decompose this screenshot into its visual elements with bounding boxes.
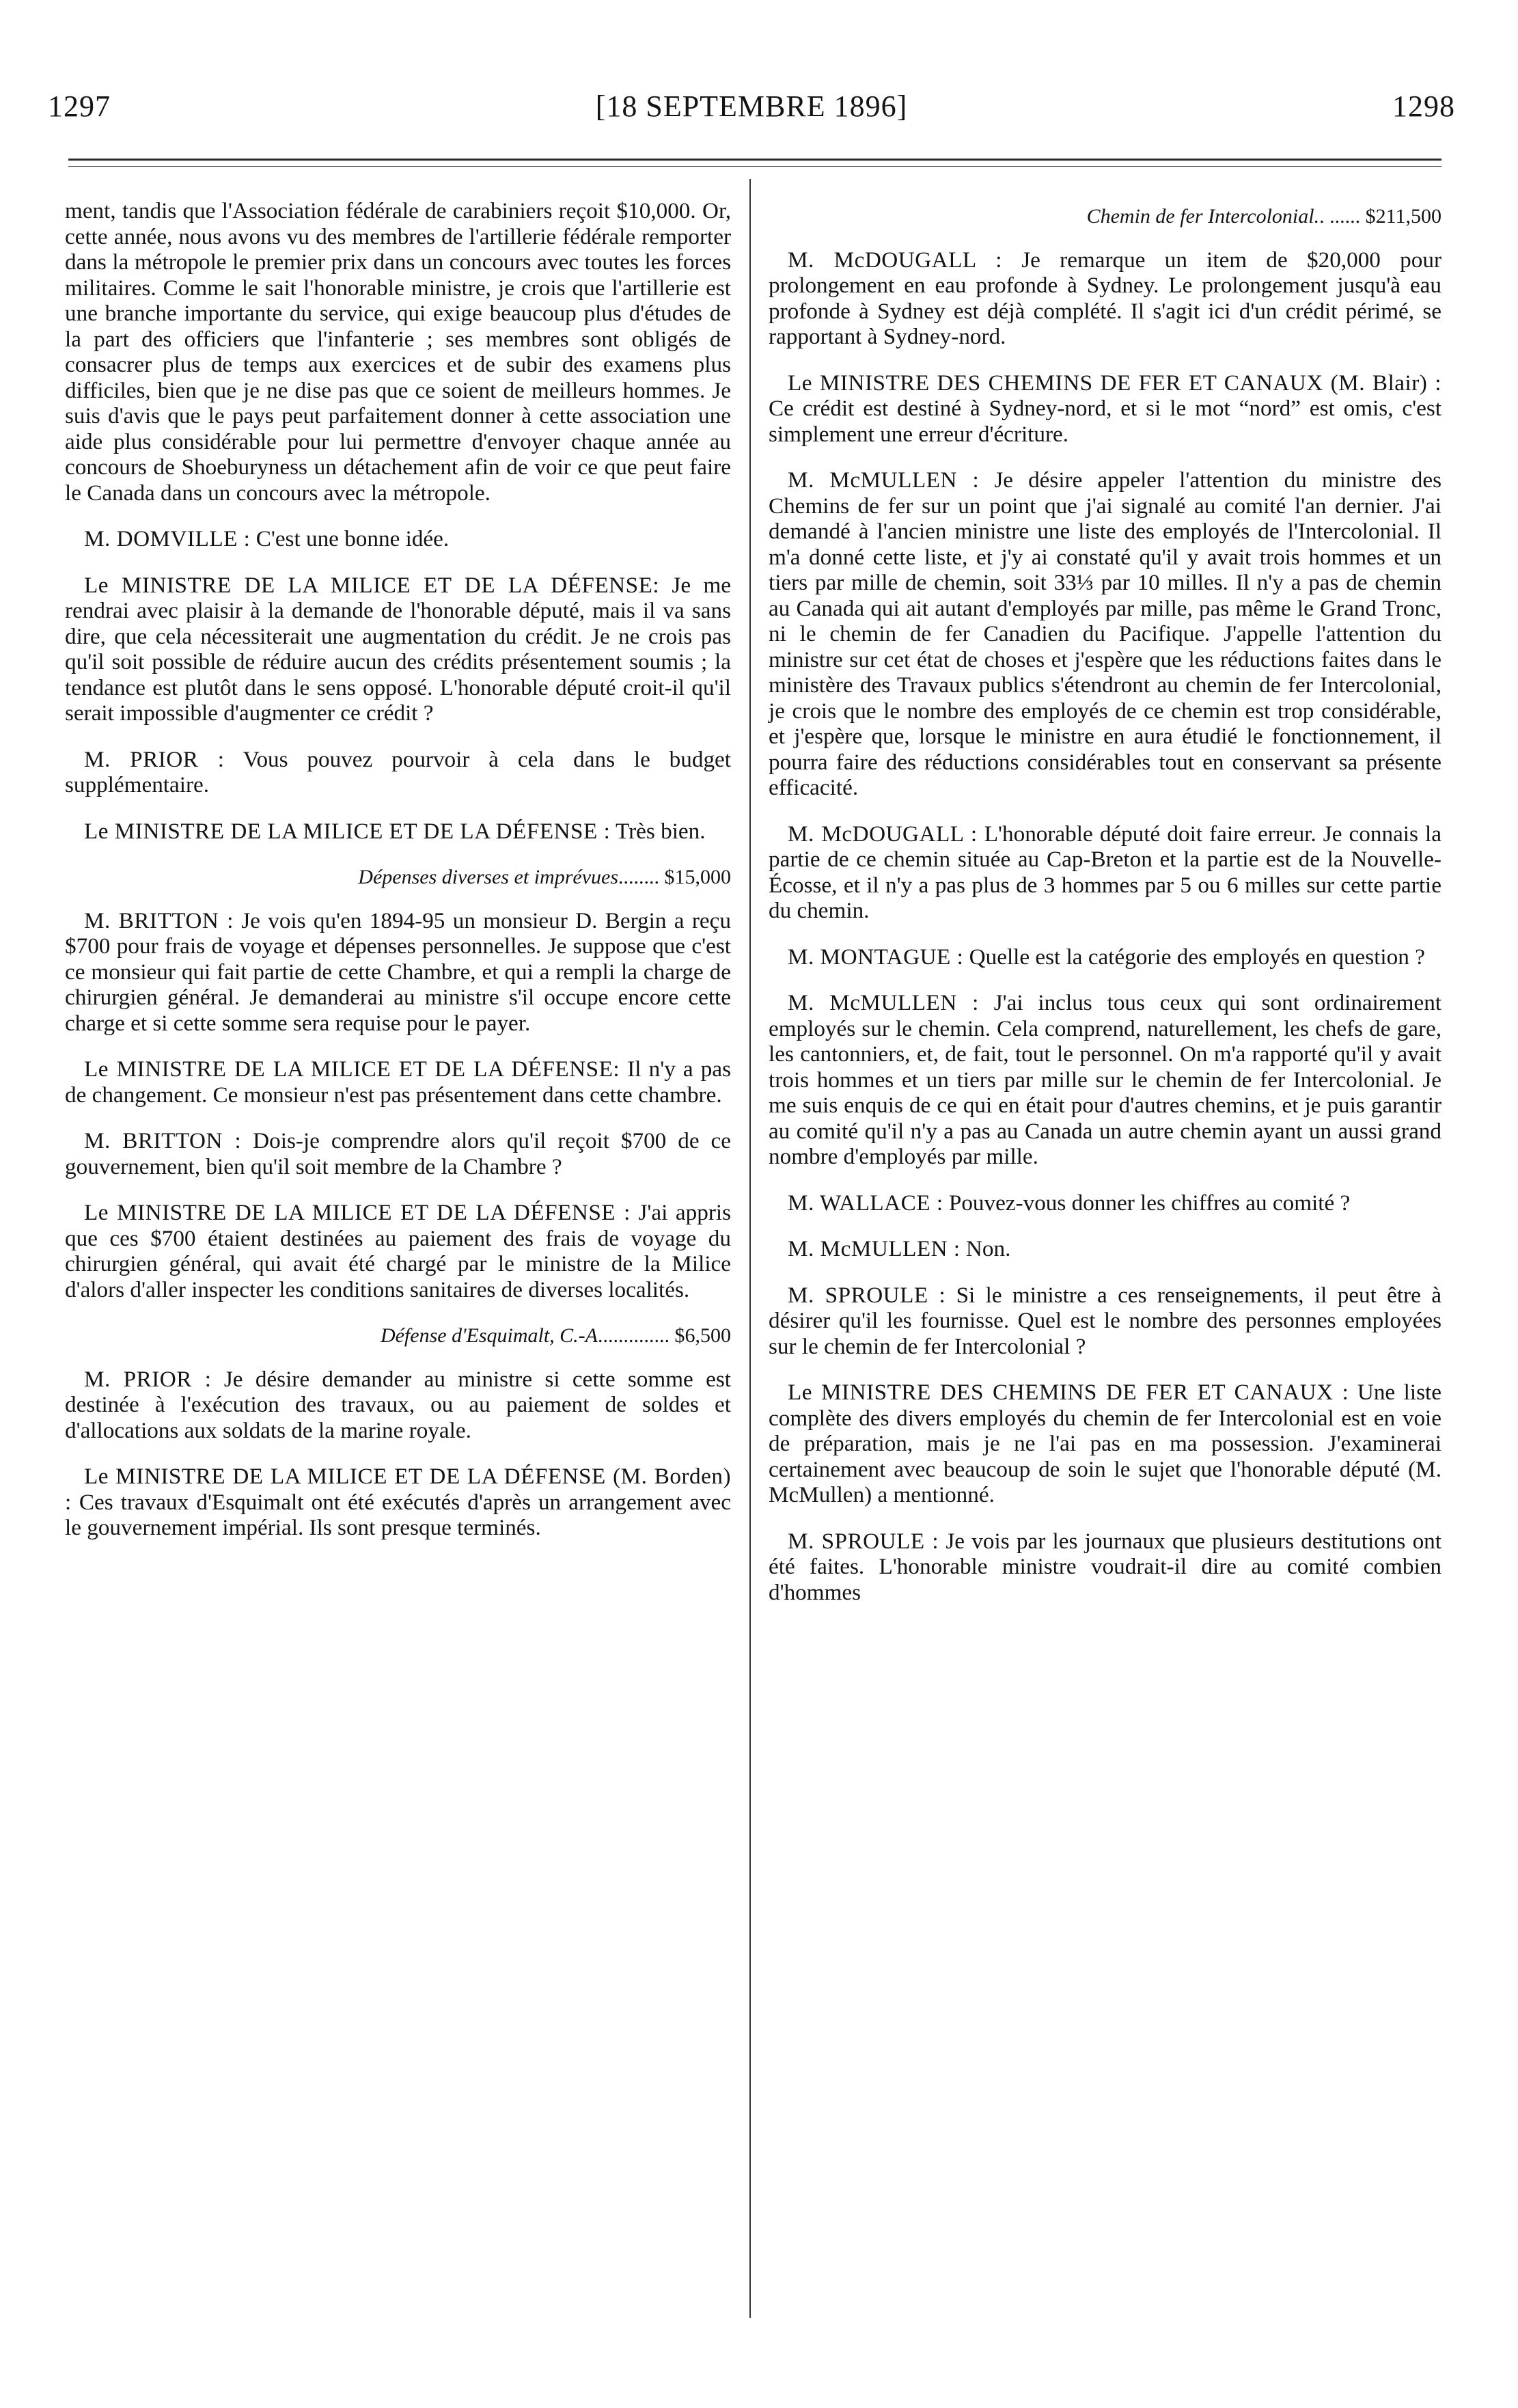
- speech-text: J'ai appris que ces $700 étaient destinées au paiement des frais de voyage du chirurgien général, qui avait été chargé par le ministre de la Milice d'alors d'aller inspecter les conditions sanitaires de diverses localités.: [65, 1200, 732, 1302]
- speaker-name: Le MINISTRE DE LA MILICE ET DE LA DÉFENSE :: [84, 1200, 631, 1225]
- speaker-name: M. McDOUGALL :: [788, 821, 978, 847]
- speaker-name: M. BRITTON :: [84, 1128, 242, 1153]
- speaker-name: M. DOMVILLE :: [84, 526, 251, 551]
- speech-paragraph: [769, 1190, 1441, 1216]
- speaker-name: M. McMULLEN :: [788, 990, 979, 1015]
- speech-paragraph: [65, 1200, 731, 1302]
- speech-text: Je vois qu'en 1894-95 un monsieur D. Bergin a reçu $700 pour frais de voyage et dépenses personnelles. Je suppose que c'est ce monsieur qui fait partie de cette Chambre, et qui a rempli la charge de chirurgien général. Je demanderai au ministre s'il occupe encore cette charge et si cette somme sera requise pour le payer.: [65, 907, 731, 1036]
- speech-text: L'honorable député doit faire erreur. Je connais la partie de ce chemin située au Cap-Breton et la partie est de la Nouvelle-Écosse, et il n'y a pas plus de 3 hommes par 5 ou 6 milles sur cette partie du chemin.: [769, 821, 1441, 923]
- item-amount: $6,500: [670, 1324, 731, 1347]
- speech-text: Quelle est la catégorie des employés en question ?: [963, 944, 1425, 970]
- item-amount: $15,000: [659, 866, 731, 888]
- header-rule: [68, 159, 1441, 161]
- speaker-name: Le MINISTRE DE LA MILICE ET DE LA DÉFENSE (M. Borden) :: [65, 1464, 731, 1515]
- speech-text: Il n'y a pas de changement. Ce monsieur n'est pas présentement dans cette chambre.: [65, 1056, 731, 1108]
- speech-text: Dois-je comprendre alors qu'il reçoit $700 de ce gouvernement, bien qu'il soit membre de la Chambre ?: [65, 1128, 731, 1179]
- speaker-name: M. McMULLEN :: [788, 467, 980, 493]
- page-date: [18 SEPTEMBRE 1896]: [595, 90, 908, 123]
- item-dots: . ......: [1319, 205, 1361, 228]
- speech-text: J'ai inclus tous ceux qui sont ordinairement employés sur le chemin. Cela comprend, naturellement, les chefs de gare, les cantonniers, et, de fait, tout le personnel. On m'a rapporté qu'il y avait trois hommes et un tiers par mille sur le chemin de fer Intercolonial. Je me suis enquis de ce qui en était pour d'autres chemins, et je puis garantir au comité qu'il n'y a pas au Canada un autre chemin ayant un aussi grand nombre d'employés par mille.: [769, 990, 1442, 1169]
- speech-text: Je vois par les journaux que plusieurs destitutions ont été faites. L'honorable ministre voudrait-il dire au comité combien d'hommes: [769, 1528, 1441, 1605]
- speech-text: Ces travaux d'Esquimalt ont été exécutés d'après un arrangement avec le gouvernement impérial. Ils sont presque terminés.: [65, 1489, 731, 1540]
- speech-paragraph: [65, 1128, 731, 1179]
- speaker-name: Le MINISTRE DES CHEMINS DE FER ET CANAUX (M. Blair) :: [788, 370, 1441, 396]
- speaker-name: Le MINISTRE DE LA MILICE ET DE LA DÉFENSE:: [84, 572, 660, 598]
- speaker-name: Le MINISTRE DE LA MILICE ET DE LA DÉFENSE :: [84, 818, 611, 844]
- speech-paragraph: [65, 526, 731, 552]
- speech-text: Une liste complète des divers employés du chemin de fer Intercolonial est en voie de préparation, mais je ne l'ai pas en ma possession. J'examinerai certainement avec beaucoup de soin le sujet que l'honorable député (M. McMullen) a mentionné.: [769, 1380, 1441, 1507]
- page-number-left: 1297: [48, 90, 111, 123]
- left-column: [65, 198, 731, 1561]
- speech-paragraph: [65, 819, 731, 845]
- speaker-name: Le MINISTRE DE LA MILICE ET DE LA DÉFENSE:: [84, 1056, 620, 1082]
- budget-item: [65, 1323, 731, 1349]
- speaker-name: M. McDOUGALL :: [788, 247, 1002, 273]
- speech-text: C'est une bonne idée.: [250, 526, 450, 551]
- speech-text: Non.: [960, 1236, 1011, 1261]
- header-rule-thin: [68, 166, 1441, 167]
- page-header: [48, 89, 1455, 130]
- speech-paragraph: [65, 1056, 731, 1108]
- item-label: Défense d'Esquimalt, C.-A: [380, 1324, 598, 1347]
- speech-text: Je désire appeler l'attention du ministre des Chemins de fer sur un point que j'ai signalé au comité l'an dernier. J'ai demandé à l'ancien ministre une liste des employés de l'Intercolonial. Il m'a donné cette liste, et j'y ai constaté qu'il y avait trois hommes et un tiers par mille de chemin, soit 33⅓ par 10 milles. Il n'y a pas de chemin au Canada qui ait autant d'employés par mille, pas même le Grand Tronc, ni le chemin de fer Canadien du Pacifique. J'appelle l'attention du ministre sur cet état de choses et j'espère que les réductions faites dans le ministère des Travaux publics s'étendront au chemin de fer Intercolonial, je crois que le nombre des employés de ce chemin est trop considérable, et j'espère que, lorsque le ministre en aura étudié le fonctionnement, il pourra faire des réductions considérables tout en conservant sa présente efficacité.: [769, 467, 1441, 800]
- item-label: Chemin de fer Intercolonial.: [1086, 205, 1320, 228]
- speech-text: Ce crédit est destiné à Sydney-nord, et si le mot “nord” est omis, c'est simplement une erreur d'écriture.: [769, 396, 1441, 447]
- column-divider: [749, 179, 751, 2318]
- speech-paragraph: [769, 370, 1441, 448]
- speech-text: Je remarque un item de $20,000 pour prolongement en eau profonde à Sydney. Le prolongement jusqu'à eau profonde à Sydney est déjà complété. Il s'agit ici d'un crédit périmé, se rapportant à Sydney-nord.: [769, 247, 1441, 349]
- speech-paragraph: [769, 821, 1441, 924]
- speech-text: Très bien.: [610, 818, 706, 844]
- speaker-name: M. MONTAGUE :: [788, 944, 964, 970]
- speaker-name: M. SPROULE :: [788, 1528, 939, 1554]
- page-number-right: 1298: [1392, 90, 1455, 123]
- speech-paragraph: [769, 1380, 1441, 1508]
- speech-paragraph: [769, 247, 1441, 350]
- speech-paragraph: [769, 990, 1441, 1170]
- speech-paragraph: [769, 1283, 1441, 1360]
- speaker-name: M. PRIOR :: [84, 1366, 212, 1392]
- speech-text: Je me rendrai avec plaisir à la demande de l'honorable député, mais il va sans dire, que cela nécessiterait une augmentation du crédit. Je ne crois pas qu'il soit possible de réduire aucun des crédits présentement soumis ; la tendance est plutôt dans le sens opposé. L'honorable député croit-il qu'il serait impossible d'augmenter ce crédit ?: [65, 572, 731, 726]
- speech-paragraph: [65, 1464, 731, 1541]
- speaker-name: M. BRITTON :: [84, 907, 234, 933]
- speaker-name: M. PRIOR :: [84, 746, 225, 772]
- right-column: [769, 198, 1441, 1626]
- speech-paragraph: [769, 1529, 1441, 1606]
- item-dots: ..............: [598, 1324, 670, 1347]
- speech-text: Vous pouvez pourvoir à cela dans le budget supplémentaire.: [65, 746, 731, 797]
- speaker-name: M. McMULLEN :: [788, 1236, 961, 1261]
- item-dots: ........: [618, 866, 659, 888]
- speech-text: Je désire demander au ministre si cette somme est destinée à l'exécution des travaux, ou au paiement de soldes et d'allocations aux soldats de la marine royale.: [65, 1366, 731, 1443]
- budget-item: [65, 864, 731, 890]
- speech-paragraph: [65, 1367, 731, 1444]
- speaker-name: M. WALLACE :: [788, 1190, 943, 1216]
- item-label: Dépenses diverses et imprévues: [358, 866, 618, 888]
- speech-paragraph: [65, 747, 731, 798]
- speech-paragraph: [65, 908, 731, 1037]
- paragraph-continued: [65, 198, 731, 506]
- paragraph-text: ment, tandis que l'Association fédérale de carabiniers reçoit $10,000. Or, cette année, nous avons vu des membres de l'artillerie fédérale remporter dans la métropole le premier prix dans un concours avec toutes les forces militaires. Comme le sait l'honorable ministre, je crois que l'artillerie est une branche importante du service, qui exige beaucoup plus d'études de la part des officiers que l'infanterie ; ses membres sont obligés de consacrer plus de temps aux exercices et de subir des examens plus difficiles, bien que je ne dise pas que ce soient de meilleurs hommes. Je suis d'avis que le pays peut parfaitement donner à cette association une aide plus considérable pour lui permettre d'envoyer chaque année au concours de Shoeburyness un détachement afin de voir ce que peut faire le Canada dans un concours avec la métropole.: [65, 198, 731, 506]
- speaker-name: Le MINISTRE DES CHEMINS DE FER ET CANAUX :: [788, 1380, 1349, 1405]
- speaker-name: M. SPROULE :: [788, 1282, 946, 1308]
- speech-paragraph: [769, 1236, 1441, 1262]
- speech-text: Pouvez-vous donner les chiffres au comité ?: [943, 1190, 1351, 1216]
- item-amount: $211,500: [1360, 205, 1441, 228]
- speech-paragraph: [65, 573, 731, 726]
- speech-paragraph: [769, 467, 1441, 801]
- budget-item: [769, 204, 1441, 230]
- speech-text: Si le ministre a ces renseignements, il peut être à désirer qu'il les fournisse. Quel est le nombre des personnes employées sur le chemin de fer Intercolonial ?: [769, 1282, 1441, 1359]
- speech-paragraph: [769, 944, 1441, 970]
